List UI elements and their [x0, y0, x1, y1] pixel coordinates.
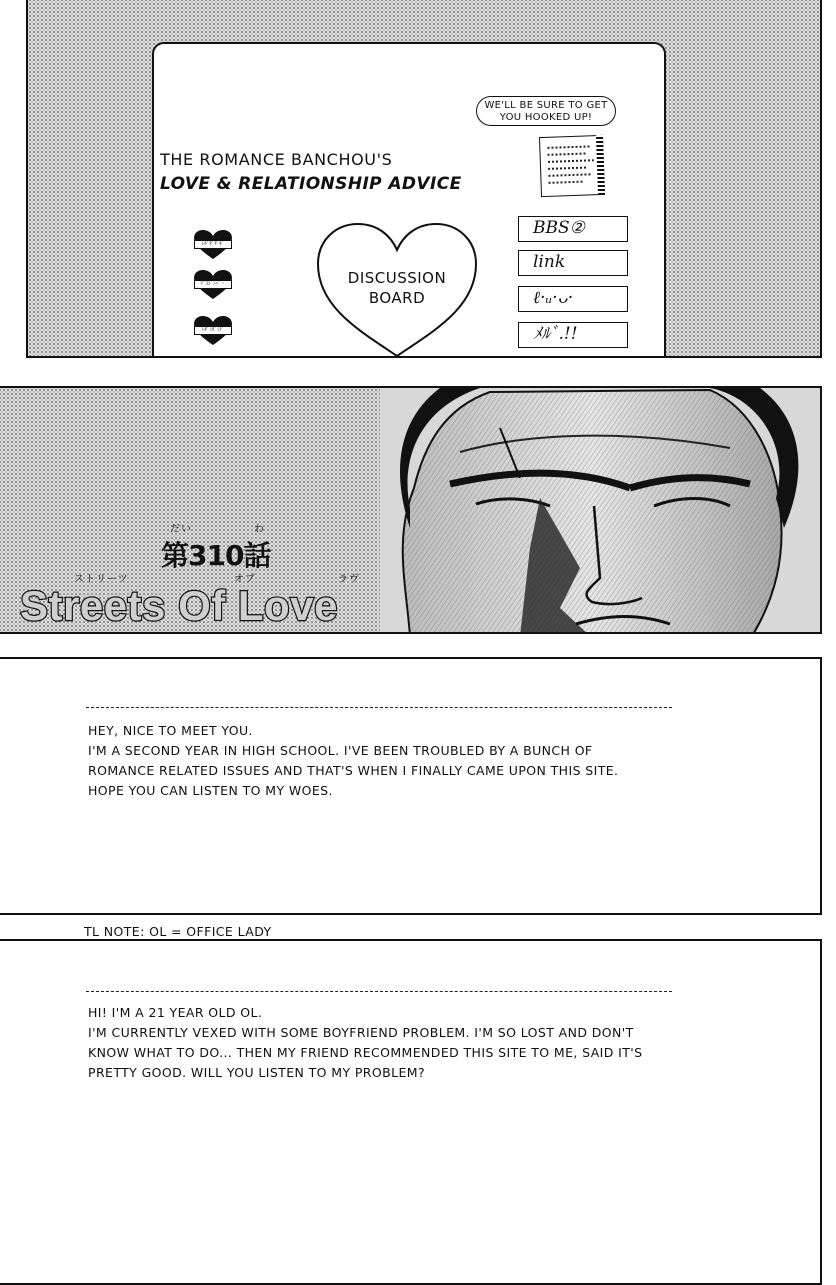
message-line: PRETTY GOOD. WILL YOU LISTEN TO MY PROBLEM?	[88, 1065, 425, 1080]
message-line: HOPE YOU CAN LISTEN TO MY WOES.	[88, 783, 333, 798]
message-panel-1	[0, 657, 822, 915]
translator-note: TL NOTE: OL = OFFICE LADY	[84, 924, 272, 939]
message-line: HI! I'M A 21 YEAR OLD OL.	[88, 1005, 263, 1020]
message-line: HEY, NICE TO MEET YOU.	[88, 723, 253, 738]
link-box[interactable]: BBS②	[518, 216, 628, 242]
discussion-board-line: BOARD	[368, 289, 426, 307]
message-body	[88, 1003, 688, 1083]
title-furigana: オブ	[234, 574, 256, 585]
speech-bubble	[476, 96, 616, 126]
dashed-divider	[86, 991, 672, 992]
title-furigana: ラヴ	[338, 574, 360, 585]
message-line: KNOW WHAT TO DO... THEN MY FRIEND RECOMMENDED THIS SITE TO ME, SAID IT'S	[88, 1045, 643, 1060]
menu-heart-label: ﾁﾞﾖｺﾞﾝﾍﾞ・	[194, 280, 232, 289]
site-title-line-1: THE ROMANCE BANCHOU'S	[160, 150, 393, 169]
website-screen	[152, 42, 666, 358]
message-panel-2	[0, 939, 822, 1285]
discussion-board-label	[314, 268, 480, 308]
menu-heart-label: ﾚﾎﾞﾀﾞﾀﾞｷﾞ	[194, 240, 232, 249]
document-icon	[539, 135, 605, 197]
menu-heart-label: ﾚﾀﾞﾐﾀﾞﾐﾁﾞ	[194, 326, 232, 335]
message-body	[88, 721, 688, 801]
title-panel	[0, 386, 822, 634]
discussion-board-line: DISCUSSION	[347, 269, 447, 287]
title-furigana: ストリーツ	[74, 574, 129, 585]
message-line: I'M A SECOND YEAR IN HIGH SCHOOL. I'VE BEEN TROUBLED BY A BUNCH OF	[88, 743, 593, 758]
menu-heart-item[interactable]	[192, 270, 234, 300]
chapter-number: 第310話	[161, 539, 271, 572]
message-line: I'M CURRENTLY VEXED WITH SOME BOYFRIEND PROBLEM. I'M SO LOST AND DON'T	[88, 1025, 634, 1040]
speech-bubble-line: WE'LL BE SURE TO GET	[484, 100, 608, 111]
message-line: ROMANCE RELATED ISSUES AND THAT'S WHEN I FINALLY CAME UPON THIS SITE.	[88, 763, 619, 778]
discussion-board-heart[interactable]	[314, 220, 480, 358]
link-box[interactable]: ℓ·ᵤ·ᴗ·	[518, 286, 628, 312]
menu-heart-item[interactable]	[192, 316, 234, 346]
speech-bubble-line: YOU HOOKED UP!	[499, 112, 593, 123]
dashed-divider	[86, 707, 672, 708]
site-title-line-2: LOVE & RELATIONSHIP ADVICE	[160, 174, 462, 194]
chapter-title: Streets Of Love	[20, 582, 338, 629]
link-box[interactable]: link	[518, 250, 628, 276]
website-panel	[26, 0, 822, 358]
chapter-furigana: わ	[254, 524, 265, 535]
chapter-furigana: だい	[170, 524, 192, 535]
link-box[interactable]: ﾒﾙﾞ.!!	[518, 322, 628, 348]
menu-heart-item[interactable]	[192, 230, 234, 260]
character-face-illustration	[380, 388, 820, 634]
